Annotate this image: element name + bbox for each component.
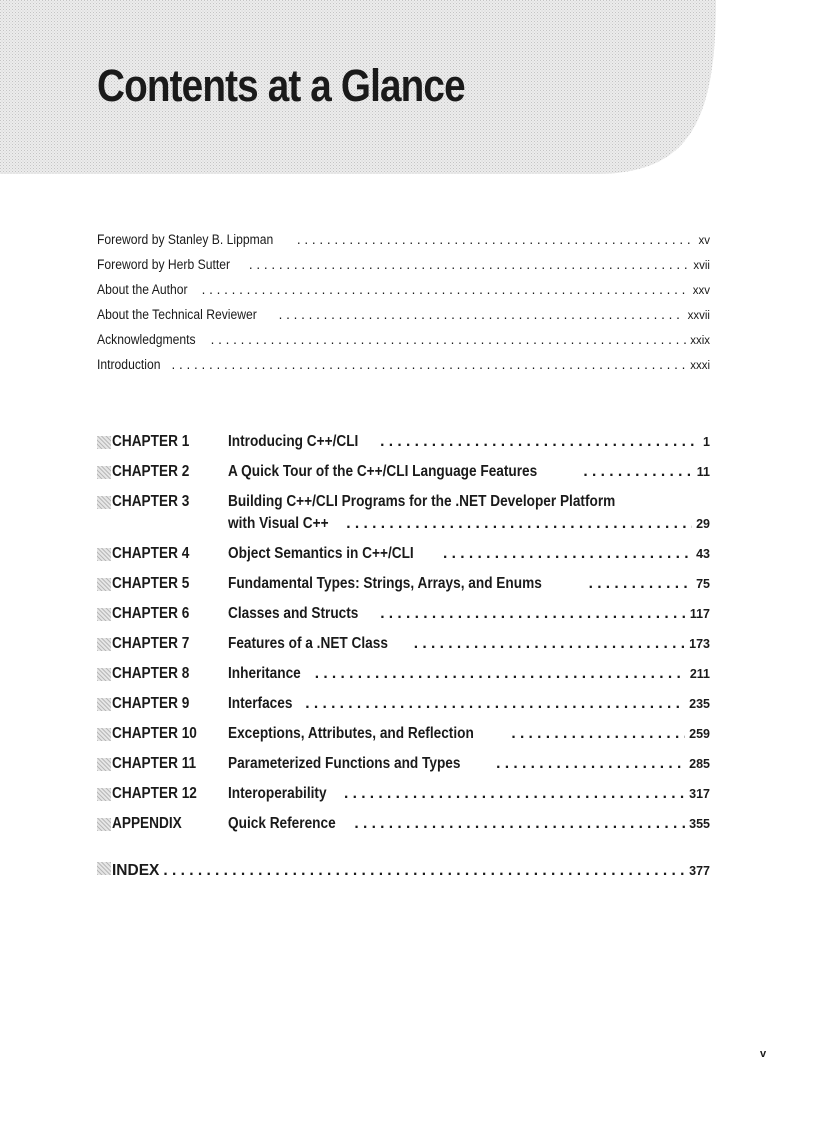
dot-leader bbox=[354, 815, 685, 833]
dot-leader bbox=[589, 575, 693, 593]
chapter-page: 117 bbox=[689, 607, 710, 621]
dot-leader bbox=[305, 695, 685, 713]
toc-entry-label: Introduction bbox=[97, 357, 161, 372]
chapter-title: Features of a .NET Class bbox=[228, 635, 388, 652]
toc-entry-technical-reviewer[interactable] bbox=[97, 307, 710, 327]
chapter-marker-icon bbox=[97, 608, 111, 621]
toc-entry-page: xxv bbox=[692, 285, 710, 297]
toc-entry-page: xvii bbox=[693, 260, 710, 272]
dot-leader bbox=[496, 755, 685, 773]
toc-entry-page: xxxi bbox=[690, 360, 710, 372]
toc-entry-label: About the Technical Reviewer bbox=[97, 307, 257, 322]
chapter-page: 173 bbox=[689, 637, 710, 651]
chapter-marker-icon bbox=[97, 758, 111, 771]
dot-leader bbox=[511, 725, 685, 743]
index-label: INDEX bbox=[112, 862, 160, 879]
chapter-page: 29 bbox=[696, 517, 710, 531]
chapter-title-continued: with Visual C++ bbox=[228, 515, 329, 532]
toc-index[interactable] bbox=[97, 862, 710, 884]
dot-leader bbox=[163, 862, 685, 880]
chapter-page: 43 bbox=[696, 547, 710, 561]
page-number: v bbox=[760, 1048, 767, 1060]
chapter-marker-icon bbox=[97, 668, 111, 681]
chapter-title: Interoperability bbox=[228, 785, 327, 802]
chapter-label: CHAPTER 2 bbox=[97, 463, 227, 481]
chapter-marker-icon bbox=[97, 578, 111, 591]
chapter-label: CHAPTER 7 bbox=[97, 635, 227, 653]
chapter-page: 11 bbox=[696, 465, 710, 479]
dot-leader bbox=[380, 605, 686, 623]
chapter-title: Inheritance bbox=[228, 665, 301, 682]
toc-entry-introduction[interactable] bbox=[97, 357, 710, 377]
dot-leader bbox=[202, 282, 689, 297]
chapter-page: 235 bbox=[689, 697, 710, 711]
toc-entry-about-author[interactable] bbox=[97, 282, 710, 302]
dot-leader bbox=[297, 232, 695, 247]
chapter-page: 1 bbox=[703, 435, 710, 449]
chapter-label: CHAPTER 9 bbox=[97, 695, 227, 713]
dot-leader bbox=[346, 515, 692, 533]
chapter-title: Quick Reference bbox=[228, 815, 336, 832]
chapter-marker-icon bbox=[97, 818, 111, 831]
chapter-label: CHAPTER 1 bbox=[97, 433, 227, 451]
index-page: 377 bbox=[689, 864, 710, 878]
toc-entry-page: xv bbox=[698, 235, 710, 247]
chapter-label: CHAPTER 8 bbox=[97, 665, 227, 683]
chapter-page: 211 bbox=[689, 667, 710, 681]
chapter-label: CHAPTER 4 bbox=[97, 545, 227, 563]
chapter-title: Parameterized Functions and Types bbox=[228, 755, 461, 772]
title-banner bbox=[0, 0, 816, 175]
chapter-marker-icon bbox=[97, 698, 111, 711]
toc-entry-label: Acknowledgments bbox=[97, 332, 196, 347]
chapter-label: CHAPTER 5 bbox=[97, 575, 227, 593]
chapter-page: 355 bbox=[689, 817, 710, 831]
index-marker-icon bbox=[97, 862, 111, 875]
chapter-label: CHAPTER 6 bbox=[97, 605, 227, 623]
chapter-title: Building C++/CLI Programs for the .NET Developer Platform bbox=[228, 493, 616, 510]
chapter-page: 259 bbox=[689, 727, 710, 741]
dot-leader bbox=[211, 332, 687, 347]
chapter-title: A Quick Tour of the C++/CLI Language Features bbox=[228, 463, 538, 480]
chapter-title: Introducing C++/CLI bbox=[228, 433, 359, 450]
toc-entry-page: xxix bbox=[690, 335, 710, 347]
dot-leader bbox=[249, 257, 690, 272]
chapter-label: CHAPTER 12 bbox=[97, 785, 227, 803]
dot-leader bbox=[315, 665, 686, 683]
chapter-marker-icon bbox=[97, 436, 111, 449]
toc-entry-foreword-sutter[interactable] bbox=[97, 257, 710, 277]
chapter-title: Fundamental Types: Strings, Arrays, and Enums bbox=[228, 575, 542, 592]
chapter-title: Classes and Structs bbox=[228, 605, 359, 622]
dot-leader bbox=[344, 785, 685, 803]
toc-entry-foreword-lippman[interactable] bbox=[97, 232, 710, 252]
chapter-title: Object Semantics in C++/CLI bbox=[228, 545, 414, 562]
dot-leader bbox=[414, 635, 685, 653]
dot-leader bbox=[279, 307, 684, 322]
page-title: Contents at a Glance bbox=[97, 60, 465, 111]
chapter-page: 285 bbox=[689, 757, 710, 771]
chapter-label: CHAPTER 11 bbox=[97, 755, 227, 773]
chapter-title: Interfaces bbox=[228, 695, 293, 712]
chapter-page: 317 bbox=[689, 787, 710, 801]
chapter-label: CHAPTER 3 bbox=[97, 493, 227, 511]
chapter-marker-icon bbox=[97, 728, 111, 741]
dot-leader bbox=[443, 545, 692, 563]
dot-leader bbox=[172, 357, 687, 372]
chapter-marker-icon bbox=[97, 466, 111, 479]
dot-leader bbox=[380, 433, 699, 451]
chapter-label: CHAPTER 10 bbox=[97, 725, 227, 743]
toc-entry-label: Foreword by Herb Sutter bbox=[97, 257, 231, 272]
toc-entry-page: xxvii bbox=[687, 310, 710, 322]
chapter-marker-icon bbox=[97, 788, 111, 801]
chapter-title: Exceptions, Attributes, and Reflection bbox=[228, 725, 474, 742]
toc-entry-label: About the Author bbox=[97, 282, 188, 297]
chapter-page: 75 bbox=[696, 577, 710, 591]
chapter-marker-icon bbox=[97, 548, 111, 561]
chapter-label: APPENDIX bbox=[97, 815, 227, 833]
chapter-marker-icon bbox=[97, 496, 111, 509]
chapter-marker-icon bbox=[97, 638, 111, 651]
toc-entry-acknowledgments[interactable] bbox=[97, 332, 710, 352]
toc-entry-label: Foreword by Stanley B. Lippman bbox=[97, 232, 274, 247]
dot-leader bbox=[583, 463, 692, 481]
